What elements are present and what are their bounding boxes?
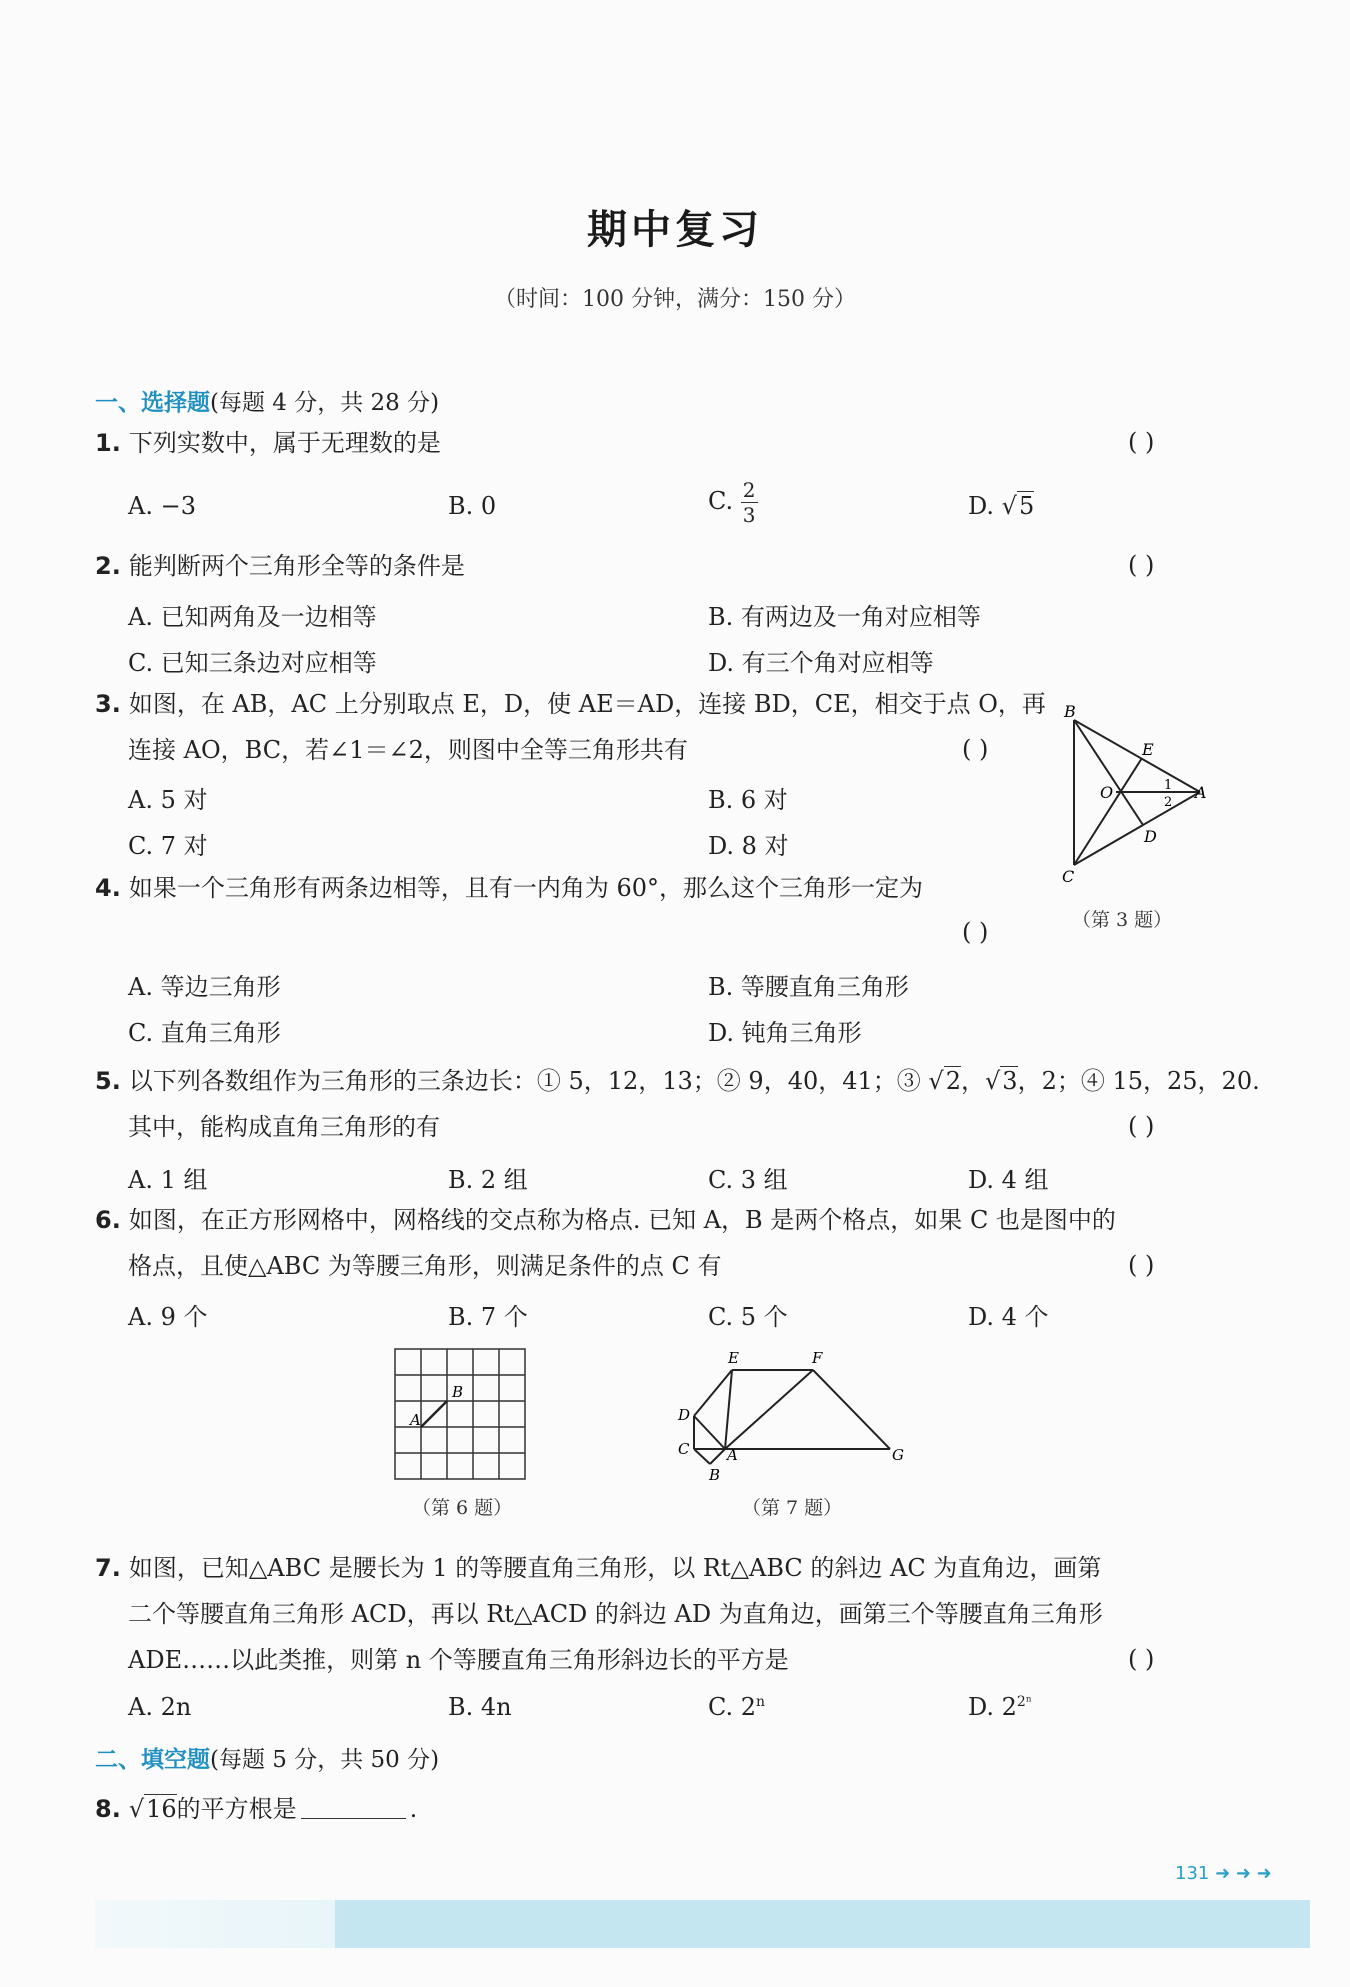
- option-b: B. 等腰直角三角形: [708, 973, 909, 1001]
- question-text: 如图，在 AB，AC 上分别取点 E，D，使 AE＝AD，连接 BD，CE，相交于点 O，再: [128, 690, 1046, 718]
- label-g: G: [892, 1446, 904, 1464]
- option-b: B. 2 组: [448, 1166, 528, 1194]
- option-c: C. 已知三条边对应相等: [128, 649, 377, 677]
- section-choice-heading: [95, 384, 439, 417]
- label-c: C: [1062, 867, 1075, 885]
- answer-bracket: ( ): [1128, 1112, 1155, 1140]
- option-label: C. 2: [708, 1693, 757, 1721]
- question-number: 4.: [95, 874, 121, 902]
- figure-q7: [670, 1344, 910, 1484]
- label-b: B: [1064, 705, 1076, 721]
- segment-da: [694, 1416, 725, 1449]
- segment-fg: [813, 1370, 890, 1449]
- numerator: 2: [742, 478, 756, 502]
- question-5: 5. 以下列各数组作为三角形的三条边长：① 5，12，13；② 9，40，41；③ √2，√3，2；④ 15，25，20.: [95, 1067, 1260, 1095]
- segment-cb: [694, 1449, 710, 1464]
- option-b: B. 7 个: [448, 1303, 528, 1331]
- answer-blank[interactable]: [301, 1796, 406, 1819]
- label-a: A: [727, 1446, 738, 1464]
- figure-q6-caption: （第 6 题）: [412, 1497, 513, 1519]
- question-text: 能判断两个三角形全等的条件是: [128, 552, 465, 580]
- segment-fa: [725, 1370, 813, 1449]
- question-text: 的平方根是: [176, 1795, 297, 1823]
- label-c: C: [678, 1440, 690, 1458]
- question-text: 如果一个三角形有两条边相等，且有一内角为 60°，那么这个三角形一定为: [128, 874, 923, 902]
- answer-bracket: ( ): [1128, 551, 1155, 579]
- option-a: A. 已知两角及一边相等: [128, 603, 377, 631]
- figure-q3: [1050, 705, 1210, 885]
- option-a: A. −3: [128, 492, 196, 520]
- question-2: [95, 543, 465, 589]
- radicand: 2: [945, 1067, 961, 1095]
- option-d: D. √5: [968, 492, 1035, 520]
- segment-ba: [1074, 720, 1200, 792]
- answer-bracket: ( ): [1128, 1251, 1155, 1279]
- option-a: A. 2n: [128, 1693, 192, 1721]
- label-d: D: [1144, 827, 1157, 846]
- question-1: [95, 420, 441, 466]
- label-o: O: [1100, 783, 1114, 802]
- section-choice-title: 一、选择题: [95, 390, 210, 416]
- question-5-line2: 其中，能构成直角三角形的有: [128, 1113, 440, 1141]
- option-label: D.: [968, 492, 995, 520]
- question-number: 7.: [95, 1554, 121, 1582]
- question-6: [95, 1197, 1116, 1243]
- question-7-line2: 二个等腰直角三角形 ACD，再以 Rt△ACD 的斜边 AD 为直角边，画第三个等腰直角三角形: [128, 1600, 1103, 1628]
- exponent: n: [756, 1694, 766, 1710]
- option-b: B. 6 对: [708, 786, 788, 814]
- question-8: 8. √16的平方根是 .: [95, 1795, 418, 1823]
- label-a: A: [1195, 783, 1207, 802]
- option-d: [968, 1693, 1032, 1721]
- option-d: D. 4 个: [968, 1303, 1049, 1331]
- label-b: B: [452, 1383, 464, 1401]
- option-c: C. 3 组: [708, 1166, 788, 1194]
- option-a: A. 9 个: [128, 1303, 208, 1331]
- answer-bracket: ( ): [962, 735, 989, 763]
- question-3: [95, 681, 1046, 727]
- answer-bracket: ( ): [1128, 428, 1155, 456]
- option-b: B. 有两边及一角对应相等: [708, 603, 981, 631]
- question-text: 如图，在正方形网格中，网格线的交点称为格点. 已知 A，B 是两个格点，如果 C 也是图中的: [128, 1206, 1116, 1234]
- question-text: 如图，已知△ABC 是腰长为 1 的等腰直角三角形，以 Rt△ABC 的斜边 AC 为直角边，画第: [128, 1554, 1102, 1582]
- option-label: C.: [708, 487, 734, 515]
- option-c: [708, 478, 758, 527]
- figure-q6: [390, 1344, 530, 1484]
- denominator: 3: [742, 503, 756, 527]
- question-number: 5.: [95, 1067, 121, 1095]
- segment-ba: [710, 1449, 725, 1464]
- footer-strip: [335, 1900, 1310, 1948]
- option-c: C. 5 个: [708, 1303, 788, 1331]
- question-number: 1.: [95, 429, 121, 457]
- radicand: 3: [1002, 1067, 1018, 1095]
- question-number: 3.: [95, 690, 121, 718]
- option-a: A. 1 组: [128, 1166, 208, 1194]
- option-d: D. 有三个角对应相等: [708, 649, 934, 677]
- option-c: C. 7 对: [128, 832, 208, 860]
- option-d: D. 8 对: [708, 832, 789, 860]
- figure-q3-caption: （第 3 题）: [1072, 909, 1173, 931]
- segment-ca: [1074, 792, 1200, 865]
- option-b: B. 0: [448, 492, 497, 520]
- answer-bracket: ( ): [962, 918, 989, 946]
- figure-q7-caption: （第 7 题）: [742, 1497, 843, 1519]
- question-number: 2.: [95, 552, 121, 580]
- page-title: 期中复习: [587, 206, 763, 253]
- question-7: [95, 1545, 1101, 1591]
- option-a: A. 等边三角形: [128, 973, 281, 1001]
- segment-de: [694, 1370, 732, 1416]
- section-fill-note: (每题 5 分，共 50 分): [210, 1747, 440, 1773]
- label-angle-2: 2: [1164, 795, 1173, 810]
- exponent: 2ⁿ: [1016, 1694, 1032, 1710]
- option-label: D. 2: [968, 1693, 1017, 1721]
- radicand: 5: [1018, 492, 1035, 520]
- option-c: [708, 1693, 765, 1721]
- page-subtitle: （时间：100 分钟，满分：150 分）: [494, 287, 856, 312]
- label-e: E: [728, 1349, 739, 1367]
- question-6-line2: 格点，且使△ABC 为等腰三角形，则满足条件的点 C 有: [128, 1252, 722, 1280]
- label-b: B: [709, 1466, 721, 1484]
- option-a: A. 5 对: [128, 786, 208, 814]
- segment-ab: [421, 1401, 447, 1427]
- label-d: D: [678, 1406, 691, 1424]
- fraction: [741, 478, 758, 527]
- separator: ，: [961, 1067, 985, 1095]
- question-text: 下列实数中，属于无理数的是: [128, 429, 441, 457]
- question-end: .: [409, 1795, 418, 1823]
- radicand: 16: [146, 1795, 177, 1823]
- label-e: E: [1142, 740, 1154, 759]
- question-text: 以下列各数组作为三角形的三条边长：① 5，12，13；② 9，40，41；③: [128, 1067, 929, 1095]
- label-a: A: [410, 1411, 421, 1429]
- section-choice-note: (每题 4 分，共 28 分): [210, 390, 440, 416]
- answer-bracket: ( ): [1128, 1645, 1155, 1673]
- page-number: 131 ➜ ➜ ➜: [1175, 1863, 1272, 1884]
- question-3-line2: 连接 AO，BC，若∠1＝∠2，则图中全等三角形共有: [128, 736, 688, 764]
- option-d: D. 4 组: [968, 1166, 1049, 1194]
- section-fill-heading: [95, 1741, 439, 1774]
- section-fill-title: 二、填空题: [95, 1747, 210, 1773]
- label-f: F: [812, 1349, 823, 1367]
- option-c: C. 直角三角形: [128, 1019, 281, 1047]
- question-4: [95, 865, 923, 911]
- question-number: 6.: [95, 1206, 121, 1234]
- label-angle-1: 1: [1164, 778, 1173, 793]
- question-7-line3: ADE……以此类推，则第 n 个等腰直角三角形斜边长的平方是: [128, 1646, 789, 1674]
- option-d: D. 钝角三角形: [708, 1019, 862, 1047]
- segment-ce: [1074, 758, 1142, 865]
- segment-ea: [725, 1370, 732, 1449]
- question-text: ，2；④ 15，25，20.: [1017, 1067, 1260, 1095]
- option-b: B. 4n: [448, 1693, 512, 1721]
- question-number: 8.: [95, 1795, 121, 1823]
